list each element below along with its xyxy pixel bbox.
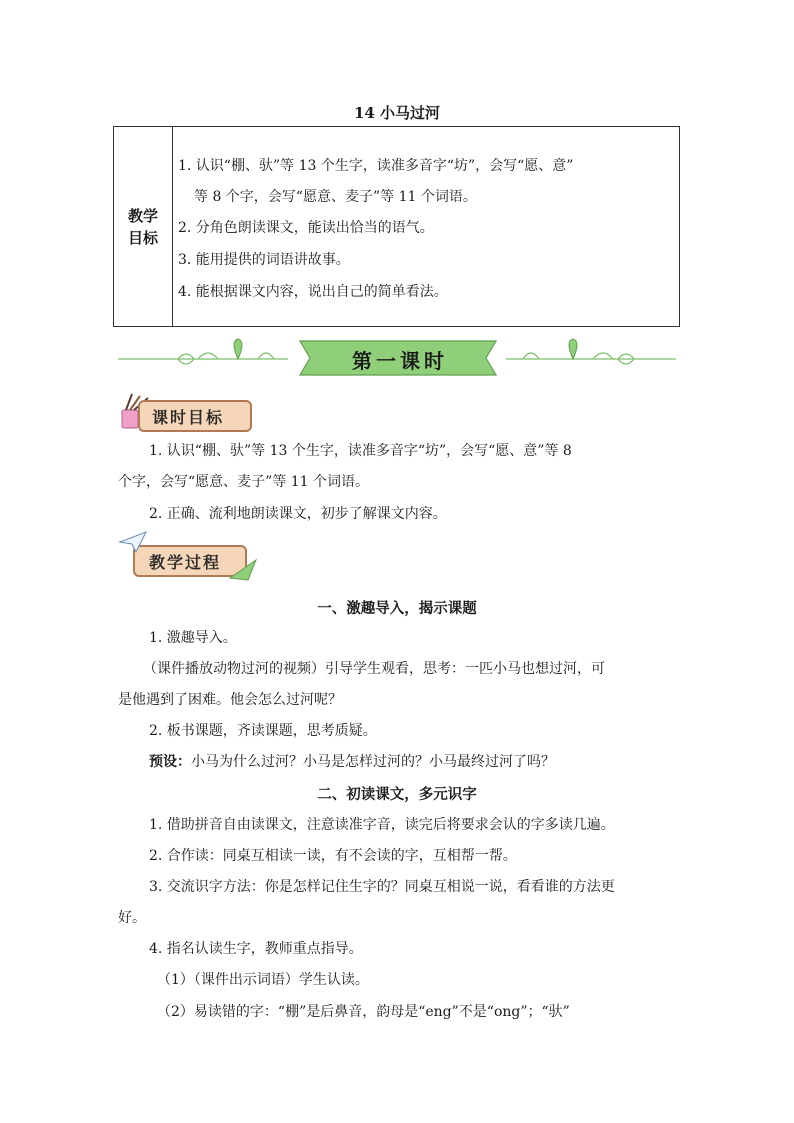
part2-line-5: 4. 指名认读生字，教师重点指导。 [149,941,363,957]
part2-line-4: 好。 [118,910,146,926]
part1-line-3: 是他遇到了困难。他会怎么过河呢？ [118,692,342,708]
lesson-banner-title: 第一课时 [352,348,448,373]
goal-item-1-cont: 等 8 个字，会写“愿意、麦子”等 11 个词语。 [194,189,477,205]
part1-preset [149,752,555,772]
goal-item-2: 2. 分角色朗读课文，能读出恰当的语气。 [178,220,434,236]
goal-item-1: 1. 认识“棚、驮”等 13 个生字，读准多音字“坊”，会写“愿、意” [178,158,574,174]
left-leaf-icon [234,339,242,359]
left-vine-curl-2 [198,353,218,359]
objective-line-1: 1. 认识“棚、驮”等 13 个生字，读准多音字“坊”，会写“愿、意”等 8 [149,443,572,459]
objectives-section-tag [138,400,252,432]
objective-line-2: 2. 正确、流利地朗读课文，初步了解课文内容。 [149,506,447,522]
preset-label: 预设： [149,754,191,770]
objective-line-1-cont: 个字，会写“愿意、麦子”等 11 个词语。 [118,474,370,490]
objectives-tag-label: 课时目标 [152,407,225,427]
paper-plane-icon [118,530,148,554]
goal-item-4: 4. 能根据课文内容，说出自己的简单看法。 [178,284,448,300]
part2-line-1: 1. 借助拼音自由读课文，注意读准字音，读完后将要求会认的字多读几遍。 [149,817,615,833]
part2-line-6: （1）（课件出示词语）学生认读。 [157,972,369,988]
right-vine-curl-2 [593,353,613,359]
left-vine-curl-3 [258,353,274,359]
goals-table-header-cell [114,127,173,326]
preset-text: 小马为什么过河？小马是怎样过河的？小马最终过河了吗？ [191,754,555,770]
part1-line-1: 1. 激趣导入。 [149,630,237,646]
part2-line-7: （2）易读错的字：“棚”是后鼻音，韵母是“eng”不是“ong”；“驮” [157,1004,570,1020]
right-leaf-icon [569,339,577,359]
goals-table-header: 教学目标 [127,206,158,247]
teaching-goals-table [113,126,680,327]
leaf-plane-icon [228,556,258,582]
part1-line-2: （课件播放动物过河的视频）引导学生观看，思考：一匹小马也想过河，可 [143,661,605,677]
goal-item-3: 3. 能用提供的词语讲故事。 [178,252,350,268]
lesson-title: 14 小马过河 [353,104,441,122]
right-vine-curl [523,353,539,359]
part2-line-2: 2. 合作读：同桌互相读一读，有不会读的字，互相帮一帮。 [149,848,517,864]
part2-line-3: 3. 交流识字方法：你是怎样记住生字的？同桌互相说一说，看看谁的方法更 [149,879,615,895]
part2-heading: 二、初读课文，多元识字 [317,786,477,803]
part1-heading: 一、激趣导入，揭示课题 [317,600,477,617]
part1-line-4: 2. 板书课题，齐读课题，思考质疑。 [149,723,377,739]
process-tag-label: 教学过程 [149,552,222,572]
